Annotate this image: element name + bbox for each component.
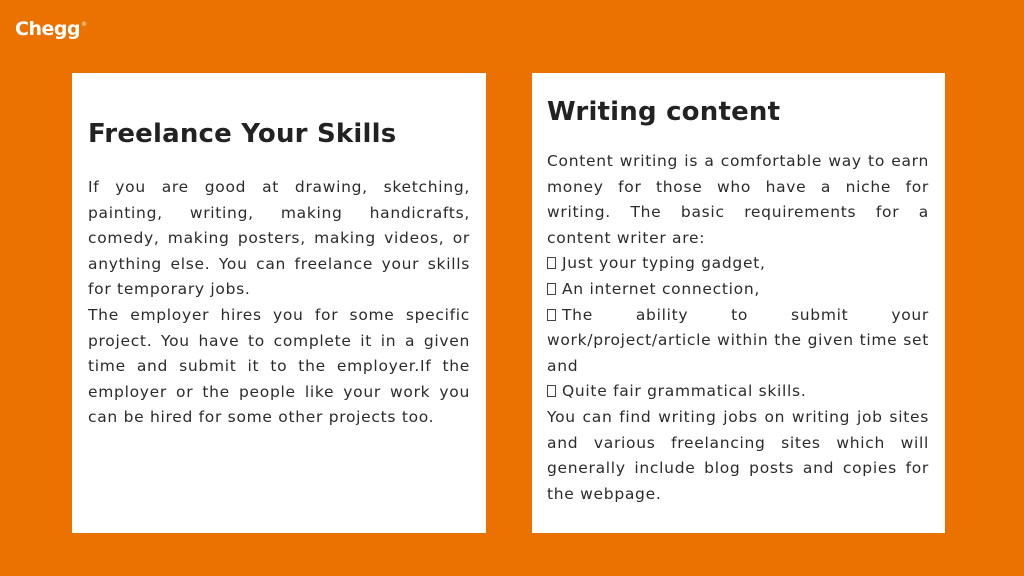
paragraph: The employer hires you for some specific project. You have to complete it in a given time and submit it to the employer.If the employer or the people like your work you can be hired for some other projects too.	[88, 305, 470, 427]
list-item	[547, 277, 929, 303]
chegg-logo	[15, 18, 87, 40]
card-body	[88, 175, 470, 431]
card-body	[547, 149, 929, 507]
closing-paragraph: You can find writing jobs on writing job sites and various freelancing sites which will generally include blog posts and copies for the webpage.	[547, 407, 929, 503]
list-item-text: The ability to submit your work/project/article within the given time set and	[547, 305, 929, 375]
writing-content-card	[532, 73, 945, 533]
list-item-text: Quite fair grammatical skills.	[562, 382, 807, 401]
freelance-skills-card	[72, 73, 486, 533]
bullet-box-icon	[547, 283, 556, 295]
bullet-box-icon	[547, 385, 556, 397]
bullet-box-icon	[547, 257, 556, 269]
list-item	[547, 303, 929, 380]
paragraph: If you are good at drawing, sketching, painting, writing, making handicrafts, comedy, making posters, making videos, or anything else. You can freelance your skills for temporary jobs.	[88, 178, 470, 299]
card-title: Freelance Your Skills	[88, 119, 397, 149]
list-item-text: Just your typing gadget,	[562, 254, 766, 273]
bullet-box-icon	[547, 309, 556, 321]
intro-paragraph: Content writing is a comfortable way to earn money for those who have a niche for writing. The basic requirements for a content writer are:	[547, 152, 929, 247]
card-title: Writing content	[547, 97, 781, 127]
logo-text: Chegg	[15, 18, 81, 40]
list-item-text: An internet connection,	[562, 279, 760, 298]
registered-mark: ®	[81, 21, 87, 28]
list-item	[547, 379, 929, 405]
list-item	[547, 251, 929, 277]
